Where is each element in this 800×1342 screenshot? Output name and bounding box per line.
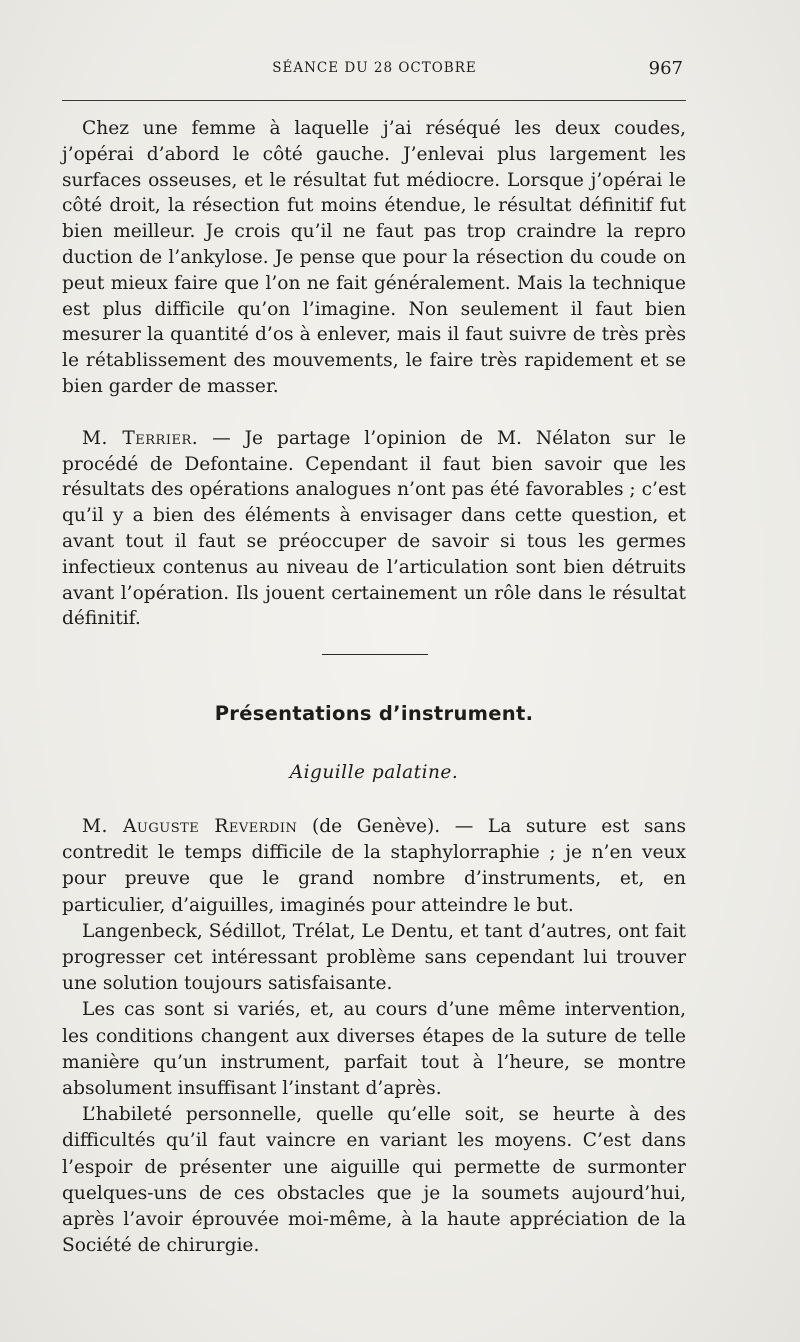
presentation-opening: (de Genève). — La suture est sans contredit le temps difficile de la staphylorraphie ; je n’en veux pour preuve que le grand nombre d’instruments, et, en particulier, d’aiguilles, imaginés pour atteindre le but.: [62, 816, 686, 916]
discussion-paragraph-2: [62, 426, 686, 632]
presenter-name: M. Auguste Reverdin: [82, 816, 298, 837]
presentation-paragraph-3: Les cas sont si variés, et, au cours d’une même intervention, les conditions changent aux diverses étapes de la suture de telle manière qu’un instrument, parfait tout à l’heure, se montre absolument insuffisant l’instant d’après.: [62, 999, 686, 1100]
page-number: 967: [648, 58, 683, 79]
page-header: [62, 60, 687, 86]
discussion-text: [62, 116, 686, 632]
running-head: SÉANCE DU 28 OCTOBRE: [272, 60, 477, 76]
header-rule: [62, 100, 686, 101]
presentation-text: [62, 814, 686, 1259]
presentation-paragraph-4: L’habileté personnelle, quelle qu’elle soit, se heurte à des difficultés qu’il faut vaincre en variant les moyens. C’est dans l’espoir de présenter une aiguille qui permette de surmonter quelques-uns de ces obstacles que je la soumets aujourd’hui, après l’avoir éprouvée moi-même, à la haute appréciation de la Société de chirurgie.: [62, 1104, 686, 1257]
presentation-paragraph-1: [62, 814, 686, 919]
section-title: Présentations d’instrument.: [214, 702, 534, 725]
paragraph-gap: [62, 400, 686, 426]
speaker-name: M. Terrier.: [82, 427, 199, 449]
discussion-paragraph-1: Chez une femme à laquelle j’ai réséqué les deux coudes, j’opérai d’abord le côté gauche. J’enlevai plus largement les surfaces osseuses, et le résultat fut médiocre. Lorsque j’opérai le côté droit, la résection fut moins étendue, le résultat définitif fut bien meilleur. Je crois qu’il ne faut pas trop craindre la repro duction de l’ankylose. Je pense que pour la résection du coude on peut mieux faire que l’on ne fait généralement. Mais la technique est plus difficile qu’on l’imagine. Non seulement il faut bien mesurer la quantité d’os à enlever, mais il faut suivre de très près le rétablissement des mouvements, le faire très rapidement et se bien garder de masser.: [62, 118, 686, 397]
section-separator: [322, 654, 428, 655]
section-subtitle: Aiguille palatine.: [289, 762, 459, 783]
presentation-paragraph-2: Langenbeck, Sédillot, Trélat, Le Dentu, et tant d’autres, ont fait progresser cet intéressant problème sans cependant lui trouver une solution toujours satisfaisante.: [62, 920, 686, 995]
speaker-remarks: — Je partage l’opinion de M. Nélaton sur le procédé de Defontaine. Cependant il faut bien savoir que les résultats des opérations analogues n’ont pas été favorables ; c’est qu’il y a bien des éléments à envisager dans cette question, et avant tout il faut se préoccuper de savoir si tous les germes infectieux contenus au niveau de l’articulation sont bien détruits avant l’opération. Ils jouent certainement un rôle dans le résultat définitif.: [62, 427, 686, 630]
